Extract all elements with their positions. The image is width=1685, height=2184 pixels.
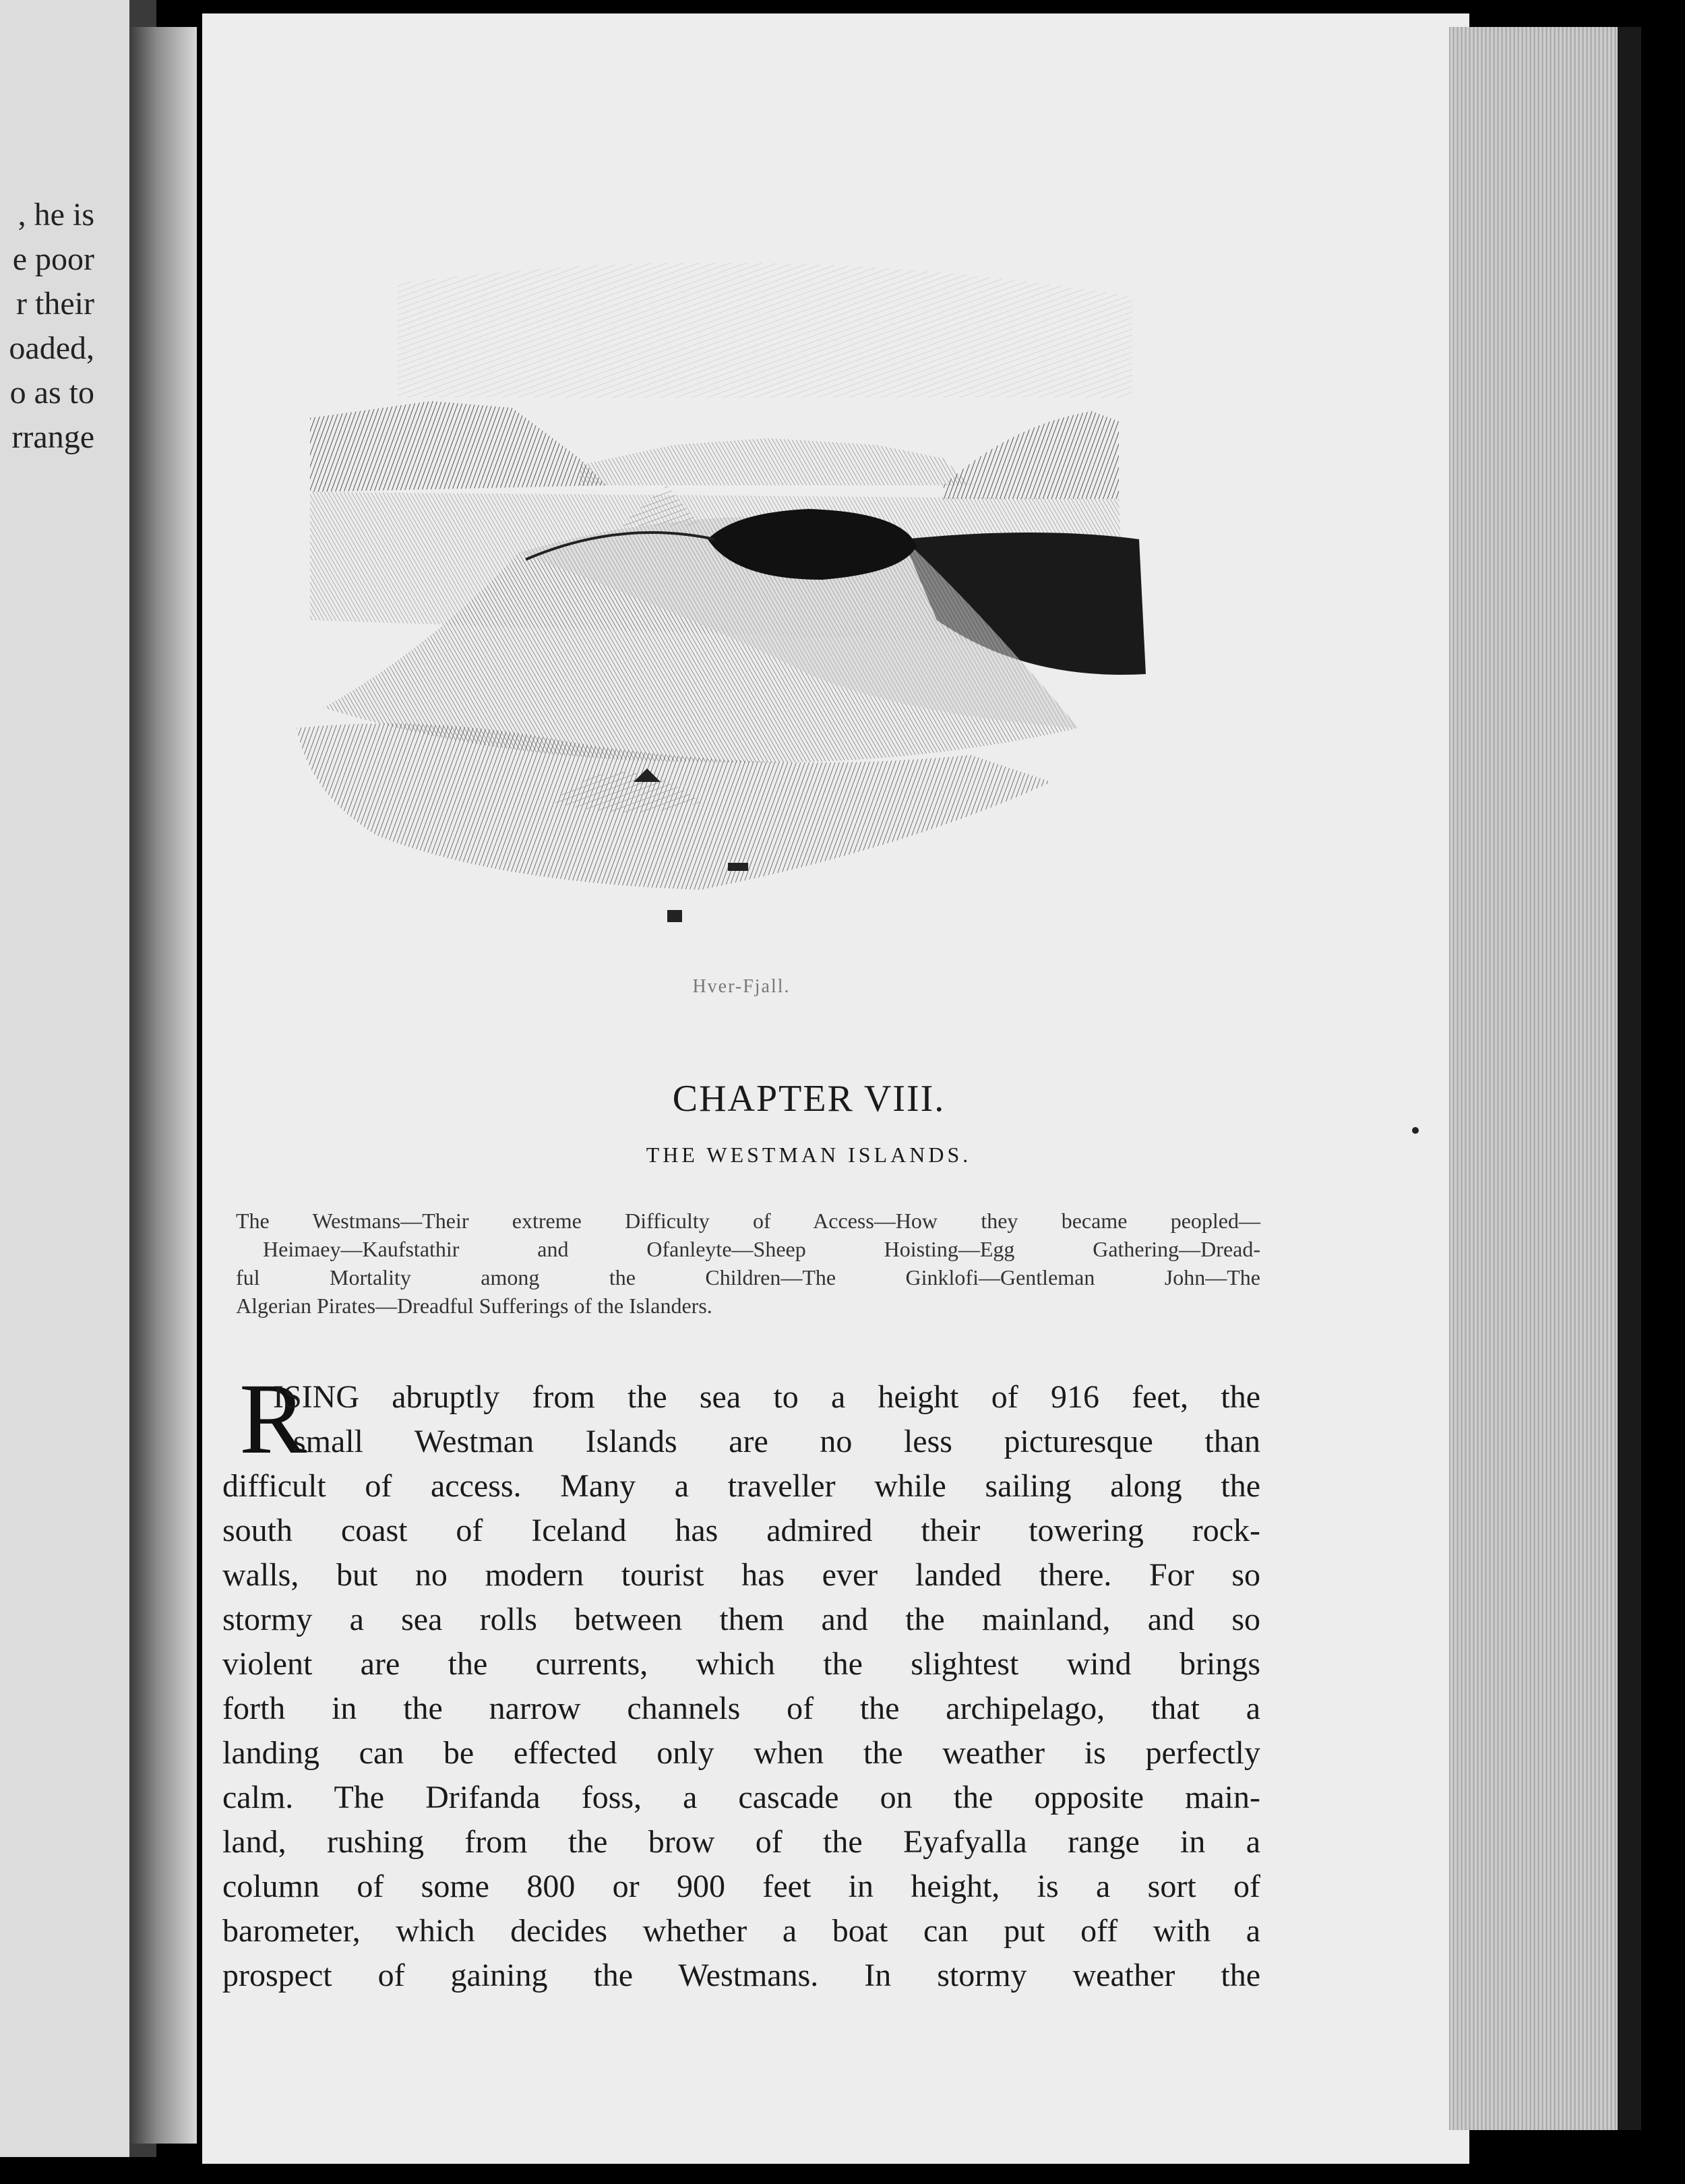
ink-speck [1412,1127,1419,1134]
left-page-text [0,193,94,460]
body-line: prospect of gaining the Westmans. In stormy weather the [222,1958,1260,1993]
body-line: walls, but no modern tourist has ever landed there. For so [222,1557,1260,1593]
synopsis-line: Heimaey—Kaufstathir and Ofanleyte—Sheep Hoisting—Egg Gathering—Dread- [263,1237,1260,1261]
volcano-engraving [297,243,1227,950]
left-page-line: r their [16,286,94,322]
body-line: small Westman Islands are no less picturesque than [293,1424,1260,1459]
page-edges [1449,27,1631,2130]
body-line: calm. The Drifanda foss, a cascade on the opposite main- [222,1780,1260,1815]
chapter-subtitle: THE WESTMAN ISLANDS. [646,1143,972,1167]
synopsis-line: The Westmans—Their extreme Difficulty of Access—How they became peopled— [236,1209,1260,1233]
distant-ridge [580,438,971,485]
illustration-caption: Hver-Fjall. [692,976,791,997]
book-gutter [129,27,197,2144]
body-text [222,1363,1260,1998]
synopsis-line: ful Mortality among the Children—The Ginklofi—Gentleman John—The [236,1265,1260,1290]
body-line: forth in the narrow channels of the archipelago, that a [222,1691,1260,1726]
chapter-synopsis [236,1207,1260,1320]
chapter-title: CHAPTER VIII. [672,1078,946,1120]
left-mountain [310,401,607,492]
body-line: stormy a sea rolls between them and the mainland, and so [222,1602,1260,1637]
body-line: landing can be effected only when the weather is perfectly [222,1735,1260,1771]
left-page-line: , he is [18,197,94,233]
left-page-line: o as to [9,375,94,411]
right-mountain [944,411,1119,499]
body-line: column of some 800 or 900 feet in height, is a sort of [222,1869,1260,1904]
body-line: barometer, which decides whether a boat can put off with a [222,1913,1260,1949]
drop-cap: R [239,1363,307,1475]
left-page-line: rrange [11,419,94,455]
left-page-line: e poor [12,241,94,277]
body-line: difficult of access. Many a traveller while sailing along the [222,1468,1260,1504]
synopsis-line: Algerian Pirates—Dreadful Sufferings of the Islanders. [236,1294,712,1318]
body-line: south coast of Iceland has admired their towering rock- [222,1513,1260,1548]
book-cover-edge [1618,27,1641,2130]
body-line: land, rushing from the brow of the Eyafyalla range in a [222,1824,1260,1860]
left-page-line: oaded, [9,330,94,366]
body-line: violent are the currents, which the slightest wind brings [222,1646,1260,1682]
body-line: ISING abruptly from the sea to a height of 916 feet, the [273,1379,1260,1415]
